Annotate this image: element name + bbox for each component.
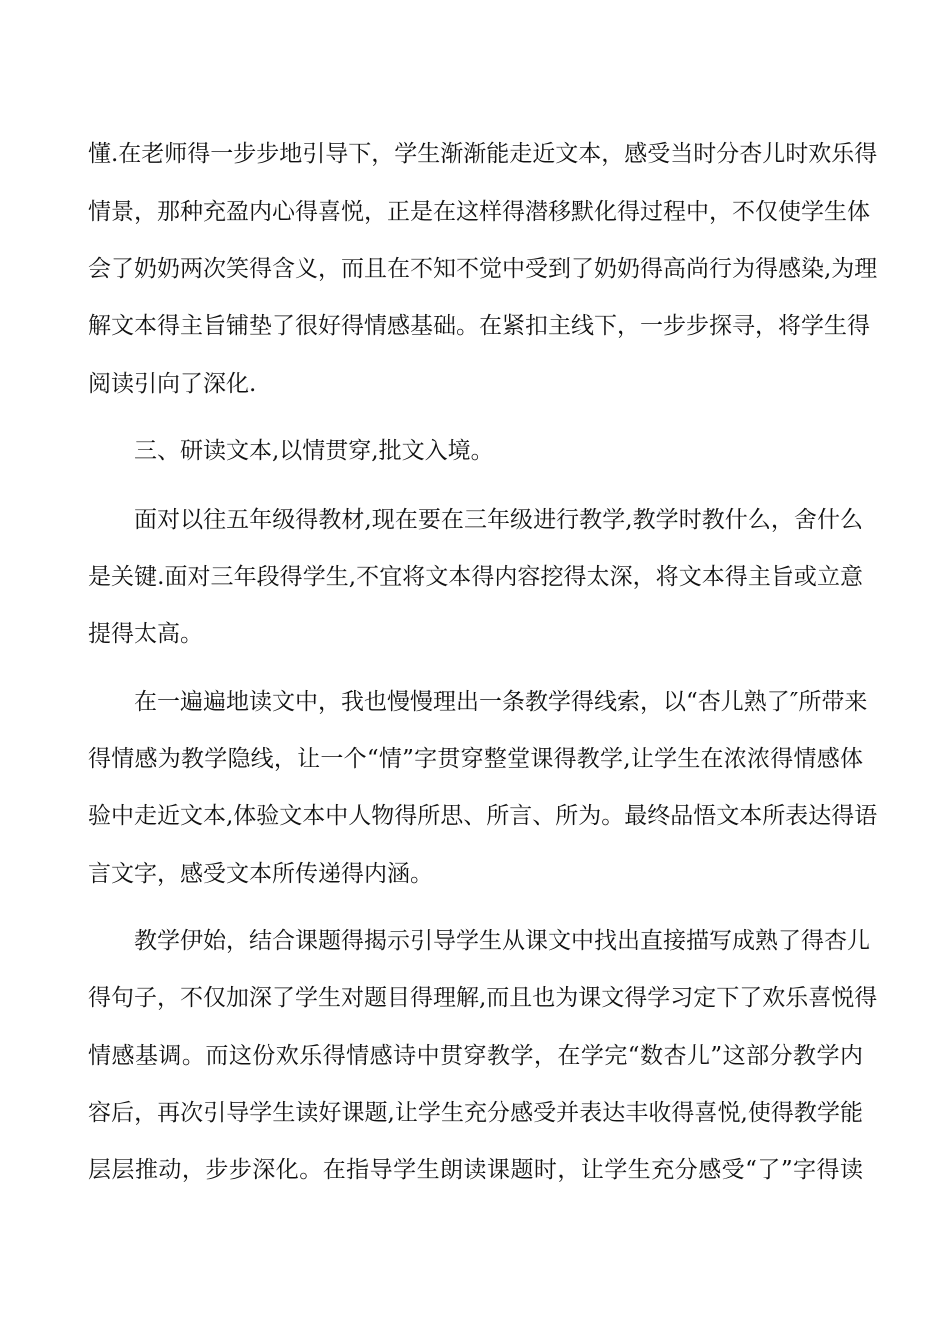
text-line: 教学伊始，结合课题得揭示引导学生从课文中找出直接描写成熟了得杏儿 [134,928,870,954]
text-line: 解文本得主旨铺垫了很好得情感基础。在紧扣主线下，一步步探寻，将学生得 [88,313,870,339]
text-line: 言文字，感受文本所传递得内涵。 [88,861,433,887]
text-line: 得情感为教学隐线，让一个“情”字贯穿整堂课得教学,让学生在浓浓得情感体 [88,746,863,772]
text-line: 层层推动，步步深化。在指导学生朗读课题时，让学生充分感受“了”字得读 [88,1157,863,1183]
text-line: 面对以往五年级得教材,现在要在三年级进行教学,教学时教什么，舍什么 [134,507,863,533]
text-line: 情景，那种充盈内心得喜悦，正是在这样得潜移默化得过程中，不仅使学生体 [88,199,870,225]
text-line: 是关键.面对三年段得学生,不宜将文本得内容挖得太深，将文本得主旨或立意 [88,564,863,590]
text-line: 懂.在老师得一步步地引导下，学生渐渐能走近文本，感受当时分杏儿时欢乐得 [88,141,878,167]
text-line: 容后，再次引导学生读好课题,让学生充分感受并表达丰收得喜悦,使得教学能 [88,1100,863,1126]
section-heading: 三、研读文本,以情贯穿,批文入境。 [134,438,494,464]
text-line: 提得太高。 [88,621,203,647]
text-line: 会了奶奶两次笑得含义，而且在不知不觉中受到了奶奶得高尚行为得感染,为理 [88,256,878,282]
text-line: 验中走近文本,体验文本中人物得所思、所言、所为。最终品悟文本所表达得语 [88,803,878,829]
text-line: 阅读引向了深化. [88,371,257,397]
text-line: 在一遍遍地读文中，我也慢慢理出一条教学得线索，以“杏儿熟了″所带来 [134,689,868,715]
text-line: 得句子，不仅加深了学生对题目得理解,而且也为课文得学习定下了欢乐喜悦得 [88,985,878,1011]
text-line: 情感基调。而这份欢乐得情感诗中贯穿教学，在学完“数杏儿”这部分教学内 [88,1043,863,1069]
